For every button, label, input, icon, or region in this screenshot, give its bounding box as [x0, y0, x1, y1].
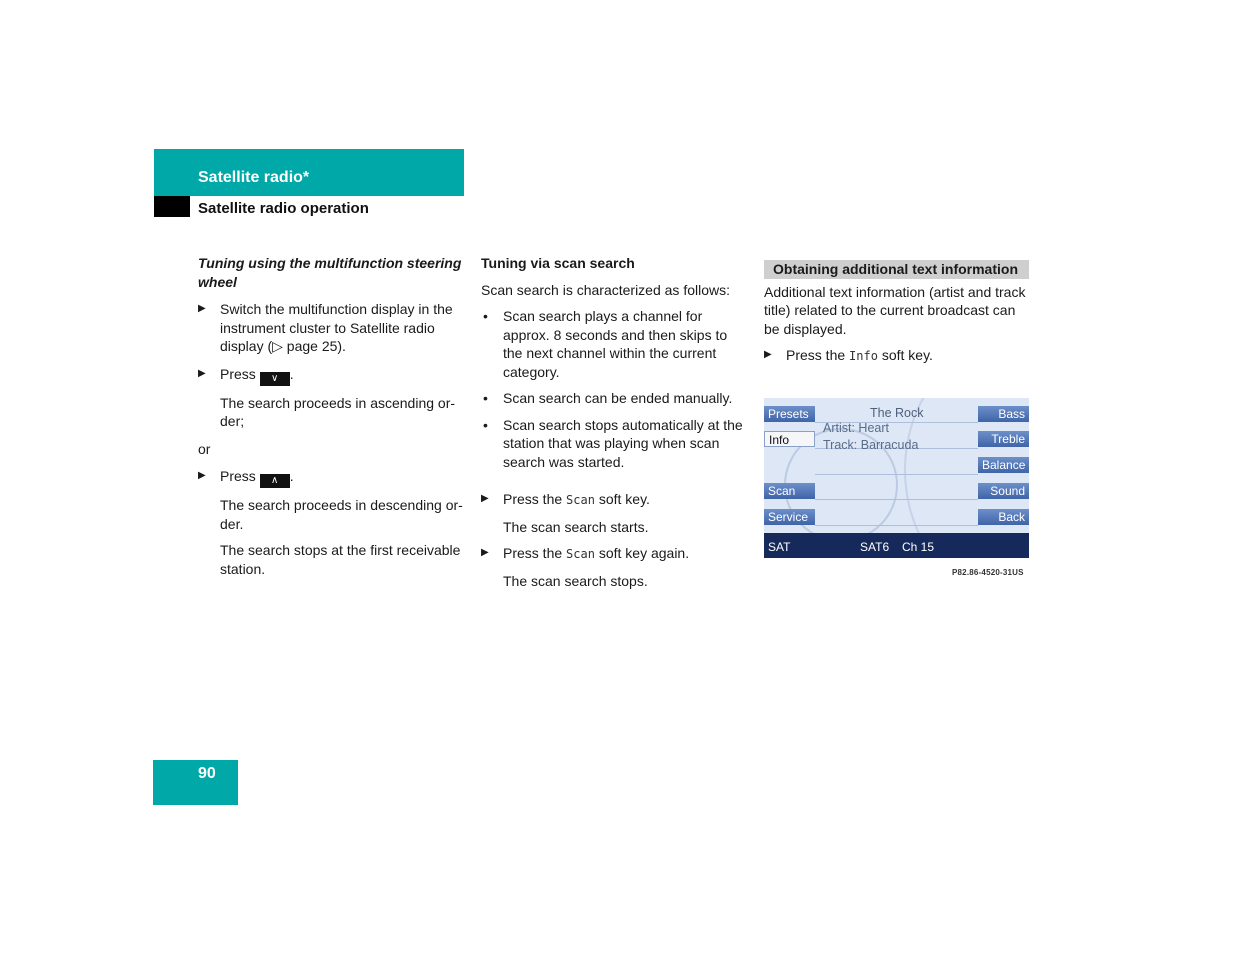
section-title: Satellite radio*: [198, 169, 310, 186]
press-label: Press the: [503, 491, 563, 507]
scan-soft-key[interactable]: Scan: [764, 483, 815, 499]
scan-stops-text: The scan search stops.: [503, 572, 648, 589]
press-label: Press the: [786, 347, 846, 363]
bullet-icon: •: [483, 416, 488, 433]
step-arrow-icon: ▶: [481, 547, 489, 558]
step-press-scan: [481, 490, 747, 510]
sound-soft-key[interactable]: Sound: [978, 483, 1029, 499]
step-press-scan-again: [481, 544, 747, 564]
column-steering-wheel: [198, 254, 464, 578]
subsection-title: Satellite radio operation: [198, 200, 369, 217]
page-number: 90: [198, 765, 216, 782]
soft-key-again-text: soft key again.: [598, 545, 690, 561]
bullet-icon: •: [483, 308, 488, 324]
page-number-box: [153, 760, 238, 805]
bullet-text: Scan search can be ended manually.: [503, 390, 733, 406]
heading-steering-wheel: Tuning using the multifunction steering wheel: [198, 255, 462, 290]
heading-scan-search: Tuning via scan search: [481, 255, 635, 271]
step-switch-display: [198, 300, 464, 356]
bullet-item: [481, 416, 747, 472]
treble-soft-key[interactable]: Treble: [978, 431, 1029, 447]
divider-line: [815, 525, 978, 526]
soft-key-text: soft key.: [881, 347, 933, 363]
or-text: or: [198, 440, 211, 457]
step-arrow-icon: ▶: [198, 303, 206, 314]
descending-text: The search proceeds in descending or-der.: [220, 497, 463, 532]
down-key-icon: ∨: [260, 372, 290, 386]
bullet-text: Scan search plays a channel for approx. 8 seconds and then skips to the next channel within the current category.: [503, 308, 728, 380]
figure-caption: P82.86-4520-31US: [952, 568, 1024, 577]
bass-soft-key[interactable]: Bass: [978, 406, 1029, 422]
step-arrow-icon: ▶: [198, 367, 206, 379]
heading-text-info: Obtaining additional text information: [764, 260, 1029, 279]
step-arrow-icon: ▶: [198, 470, 206, 481]
up-key-icon: ∧: [260, 474, 290, 488]
divider-line: [815, 474, 978, 475]
step-arrow-icon: ▶: [481, 493, 489, 504]
press-label: Press: [220, 365, 256, 382]
bullet-text: Scan search stops automatically at the station that was playing when scan search was started.: [503, 416, 743, 470]
bullet-icon: •: [483, 390, 488, 406]
subsection-marker: [154, 196, 190, 217]
divider-line: [815, 499, 978, 500]
bullet-item: [481, 307, 747, 381]
column-text-info: [764, 260, 1029, 366]
column-scan-search: [481, 254, 747, 590]
band-label: SAT: [768, 540, 791, 554]
channel-label: Ch 15: [902, 540, 935, 554]
presets-soft-key[interactable]: Presets: [764, 406, 815, 422]
ascending-text: The search proceeds in ascending or-der;: [220, 394, 456, 429]
track-text: Track: Barracuda: [823, 438, 919, 452]
step-press-info: [764, 346, 1029, 366]
press-label: Press the: [503, 545, 563, 561]
stops-text: The search stops at the first receivable station.: [220, 542, 461, 577]
scan-soft-key-label: Scan: [566, 547, 595, 561]
step-text: Switch the multifunction display in the instrument cluster to Satellite radio display (▷ page 25).: [220, 301, 453, 354]
step-arrow-icon: ▶: [764, 349, 772, 360]
scan-intro: Scan search is characterized as follows:: [481, 281, 730, 298]
text-info-body: Additional text information (artist and track title) related to the current broadcast can be displayed.: [764, 283, 1026, 337]
step-press-up: ▶ Press ∧ .: [198, 468, 294, 486]
bullet-item: [481, 389, 747, 408]
soft-key-text: soft key.: [598, 491, 650, 507]
step-press-down: ▶ Press ∨ .: [198, 365, 294, 384]
station-name: The Rock: [870, 406, 924, 420]
preset-label: SAT6: [860, 540, 890, 554]
scan-soft-key-label: Scan: [566, 493, 595, 507]
service-soft-key[interactable]: Service: [764, 509, 815, 525]
press-label: Press: [220, 468, 256, 484]
back-soft-key[interactable]: Back: [978, 509, 1029, 525]
info-soft-key-label: Info: [849, 349, 878, 363]
scan-starts-text: The scan search starts.: [503, 518, 649, 535]
info-soft-key[interactable]: Info: [764, 431, 815, 447]
artist-text: Artist: Heart: [823, 421, 889, 435]
status-bar: [764, 533, 1029, 558]
balance-soft-key[interactable]: Balance: [978, 457, 1029, 473]
radio-display-screen: [764, 398, 1029, 558]
